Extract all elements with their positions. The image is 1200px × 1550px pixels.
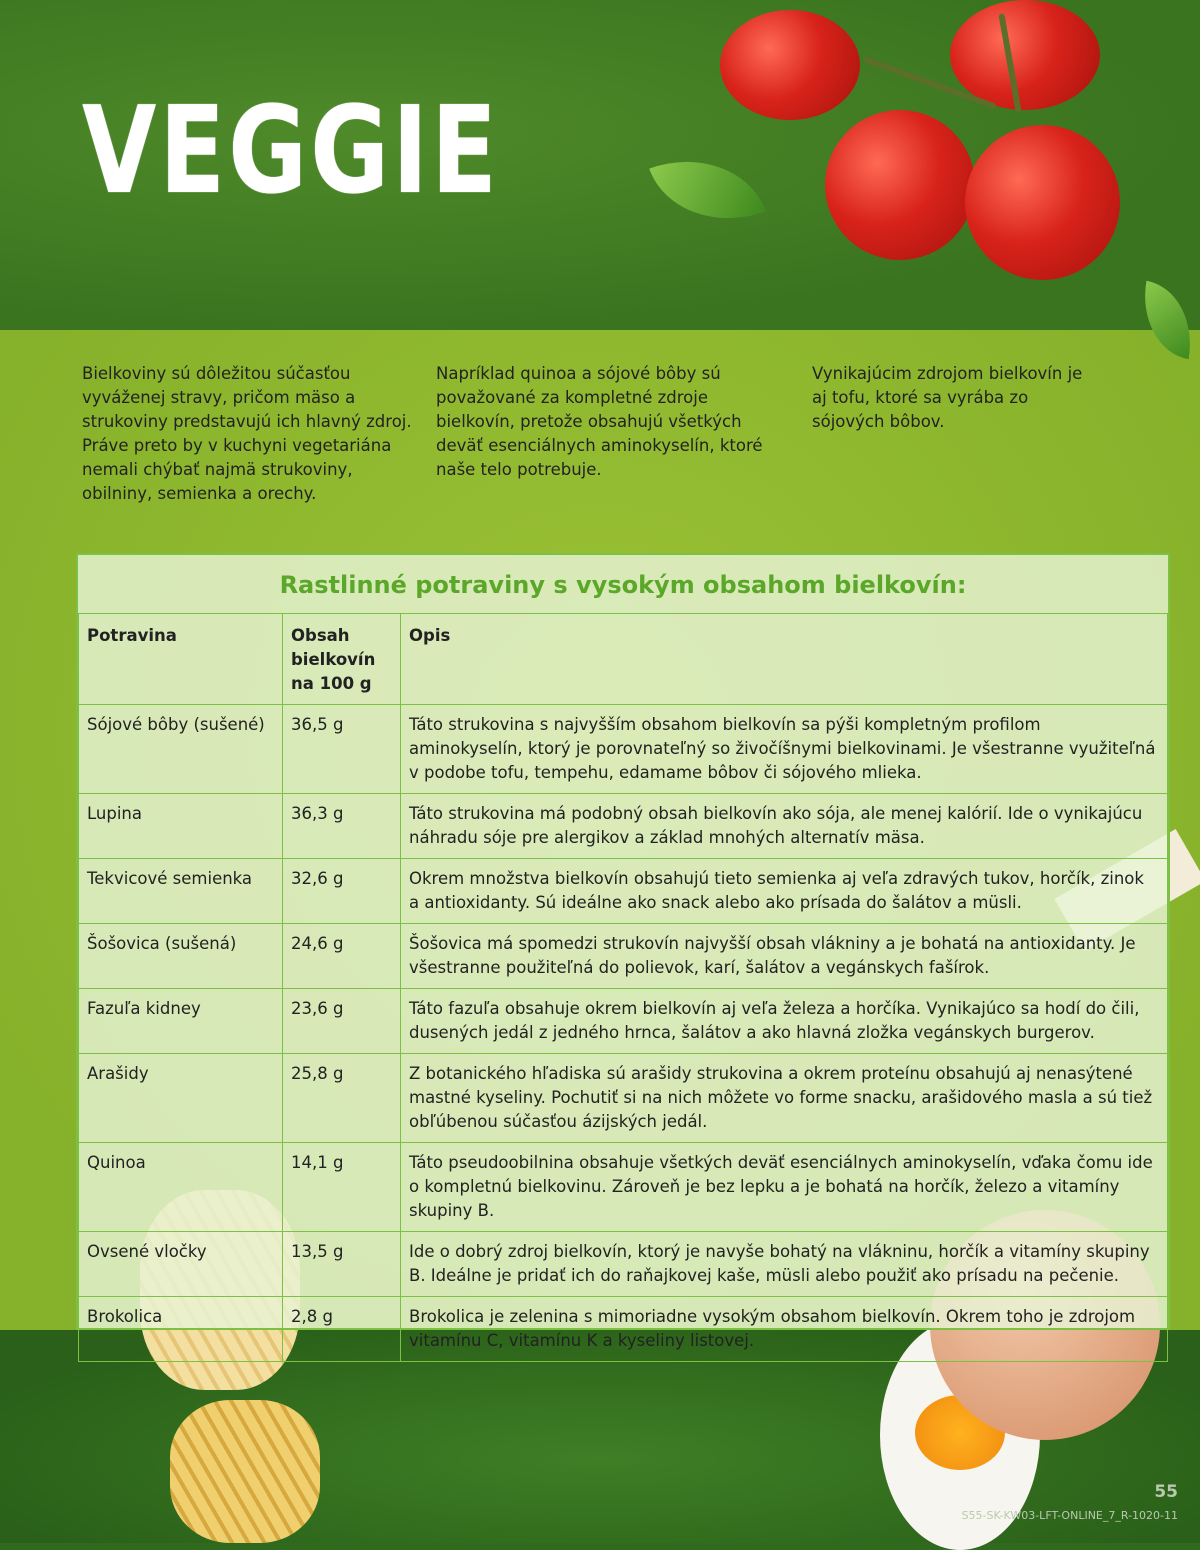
cell-description: Okrem množstva bielkovín obsahujú tieto semienka aj veľa zdravých tukov, horčík, zinok a antioxidanty. Sú ideálne ako snack alebo ako prísada do šalátov a müsli.: [401, 859, 1168, 924]
cell-food: Fazuľa kidney: [79, 989, 283, 1054]
table-row: [79, 924, 1168, 989]
cell-protein: 23,6 g: [283, 989, 401, 1054]
table-row: [79, 989, 1168, 1054]
cell-food: Ovsené vločky: [79, 1232, 283, 1297]
cell-description: Ide o dobrý zdroj bielkovín, ktorý je navyše bohatý na vlákninu, horčík a vitamíny skupiny B. Ideálne je pridať ich do raňajkovej kaše, müsli alebo použiť ako prísadu na pečenie.: [401, 1232, 1168, 1297]
cell-protein: 13,5 g: [283, 1232, 401, 1297]
header-description: Opis: [401, 614, 1168, 705]
cell-description: Šošovica má spomedzi strukovín najvyšší obsah vlákniny a je bohatá na antioxidanty. Je všestranne použiteľná do polievok, karí, šalátov a vegánskych fašírok.: [401, 924, 1168, 989]
print-code: S55-SK-KW03-LFT-ONLINE_7_R-1020-11: [961, 1509, 1178, 1522]
page-title: VEGGIE: [82, 82, 500, 221]
cell-description: Z botanického hľadiska sú arašidy strukovina a okrem proteínu obsahujú aj nenasýtené mastné kyseliny. Pochutiť si na nich môžete vo forme snacku, arašidového masla a sú tiež obľúbenou súčasťou ázijských jedál.: [401, 1054, 1168, 1143]
cell-protein: 25,8 g: [283, 1054, 401, 1143]
table-title: Rastlinné potraviny s vysokým obsahom bielkovín:: [279, 571, 967, 599]
cell-description: Táto strukovina má podobný obsah bielkovín ako sója, ale menej kalórií. Ide o vynikajúcu náhradu sóje pre alergikov a základ mnohých alternatív mäsa.: [401, 794, 1168, 859]
table-row: [79, 705, 1168, 794]
cell-food: Arašidy: [79, 1054, 283, 1143]
intro-paragraph-2: Napríklad quinoa a sójové bôby sú považované za kompletné zdroje bielkovín, pretože obsahujú všetkých deväť esenciálnych aminokyselín, ktoré naše telo potrebuje.: [436, 364, 763, 479]
cell-food: Lupina: [79, 794, 283, 859]
cell-food: Quinoa: [79, 1143, 283, 1232]
cell-description: Táto fazuľa obsahuje okrem bielkovín aj veľa železa a horčíka. Vynikajúco sa hodí do čili, dusených jedál z jedného hrnca, šalátov a ako hlavná zložka vegánskych burgerov.: [401, 989, 1168, 1054]
cell-food: Šošovica (sušená): [79, 924, 283, 989]
cell-protein: 32,6 g: [283, 859, 401, 924]
cell-food: Sójové bôby (sušené): [79, 705, 283, 794]
cell-protein: 14,1 g: [283, 1143, 401, 1232]
table-row: [79, 794, 1168, 859]
cell-food: Tekvicové semienka: [79, 859, 283, 924]
cell-protein: 36,5 g: [283, 705, 401, 794]
page-number: 55: [1154, 1482, 1178, 1502]
cell-protein: 36,3 g: [283, 794, 401, 859]
table-row: [79, 1232, 1168, 1297]
table-row: [79, 1297, 1168, 1362]
cell-protein: 24,6 g: [283, 924, 401, 989]
cell-description: Táto pseudoobilnina obsahuje všetkých deväť esenciálnych aminokyselín, vďaka čomu ide o kompletnú bielkovinu. Zároveň je bez lepku a je bohatá na horčík, železo a vitamíny skupiny B.: [401, 1143, 1168, 1232]
table-row: [79, 859, 1168, 924]
table-header-row: [79, 614, 1168, 705]
cell-description: Táto strukovina s najvyšším obsahom bielkovín sa pýši kompletným profilom aminokyselín, ktorý je porovnateľný so živočíšnymi bielkovinami. Je všestranne využiteľná v podobe tofu, tempehu, edamame bôbov či sójového mlieka.: [401, 705, 1168, 794]
table-row: [79, 1143, 1168, 1232]
cell-description: Brokolica je zelenina s mimoriadne vysokým obsahom bielkovín. Okrem toho je zdrojom vitamínu C, vitamínu K a kyseliny listovej.: [401, 1297, 1168, 1362]
header-protein: Obsah bielkovín na 100 g: [283, 614, 401, 705]
table-row: [79, 1054, 1168, 1143]
header-food: Potravina: [79, 614, 283, 705]
intro-paragraph-1: Bielkoviny sú dôležitou súčasťou vyváženej stravy, pričom mäso a strukoviny predstavujú ich hlavný zdroj. Práve preto by v kuchyni vegetariána nemali chýbať najmä strukoviny, obilniny, semienka a orechy.: [82, 364, 412, 503]
protein-table: [76, 553, 1170, 1350]
intro-paragraph-3: Vynikajúcim zdrojom bielkovín je aj tofu, ktoré sa vyrába zo sójových bôbov.: [812, 364, 1083, 431]
cell-protein: 2,8 g: [283, 1297, 401, 1362]
cell-food: Brokolica: [79, 1297, 283, 1362]
